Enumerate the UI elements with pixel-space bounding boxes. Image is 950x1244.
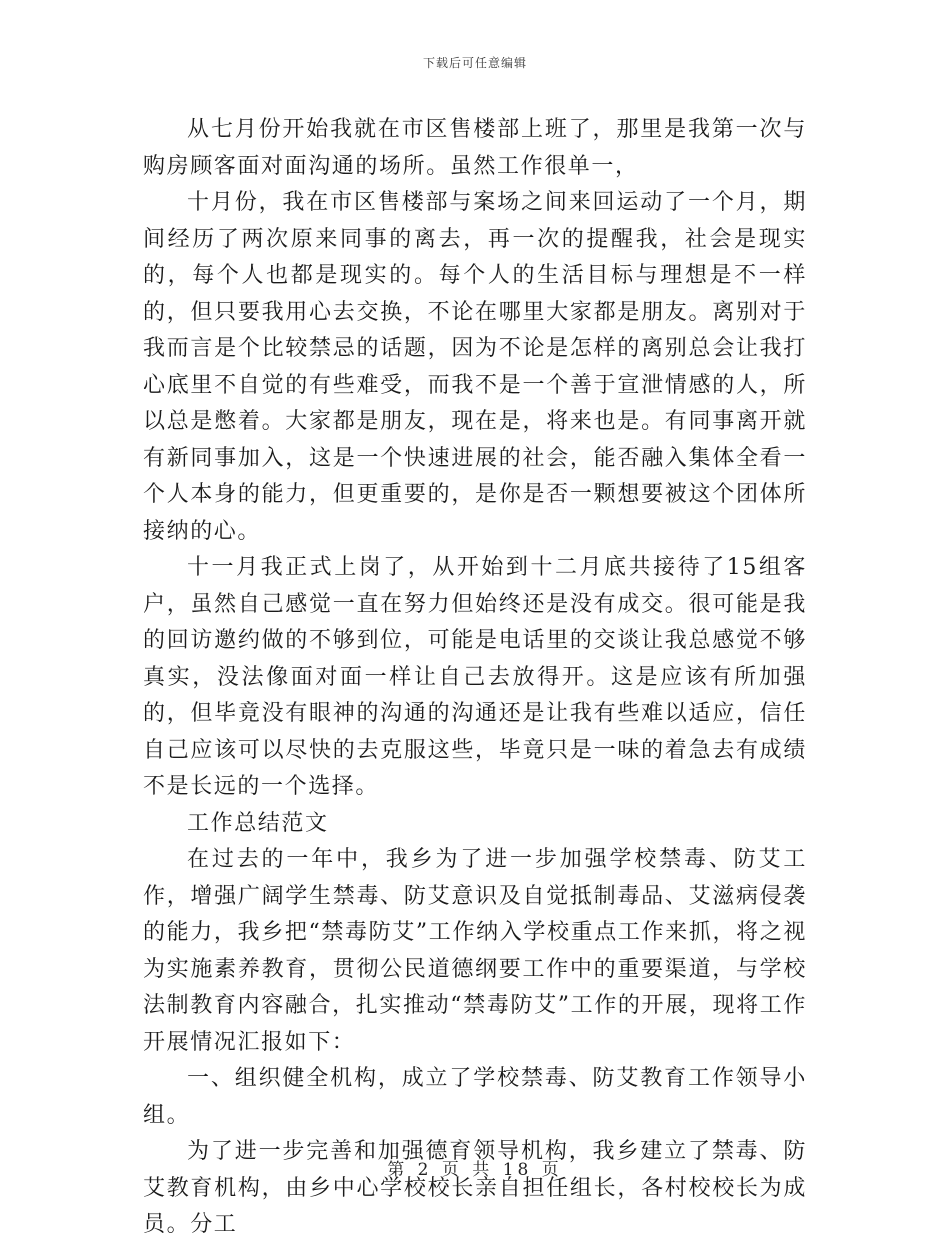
- paragraph-october: 十月份，我在市区售楼部与案场之间来回运动了一个月，期间经历了两次原来同事的离去，再一次的提醒我，社会是现实的，每个人也都是现实的。每个人的生活目标与理想是不一样的，但只要我用心去交换，不论在哪里大家都是朋友。离别对于我而言是个比较禁忌的话题，因为不论是怎样的离别总会让我打心底里不自觉的有些难受，而我不是一个善于宣泄情感的人，所以总是憋着。大家都是朋友，现在是，将来也是。有同事离开就有新同事加入，这是一个快速进展的社会，能否融入集体全看一个人本身的能力，但更重要的，是你是否一颗想要被这个团体所接纳的心。: [143, 190, 807, 544]
- paragraph-july: 从七月份开始我就在市区售楼部上班了，那里是我第一次与购房顾客面对面沟通的场所。虽然工作很单一，: [143, 117, 807, 179]
- paragraph-point-one: 一、组织健全机构，成立了学校禁毒、防艾教育工作领导小组。: [143, 1066, 807, 1128]
- section-heading: 工作总结范文: [187, 810, 329, 836]
- header-note: 下载后可任意编辑: [422, 56, 527, 70]
- paragraph-november: 十一月我正式上岗了，从开始到十二月底共接待了15组客户，虽然自己感觉一直在努力但始终还是没有成交。很可能是我的回访邀约做的不够到位，可能是电话里的交谈让我总感觉不够真实，没法像面对面一样让自己去放得开。这是应该有所加强的，但毕竟没有眼神的沟通的沟通还是让我有些难以适应，信任自己应该可以尽快的去克服这些，毕竟只是一味的着急去有成绩不是长远的一个选择。: [143, 555, 807, 799]
- document-body: [143, 112, 807, 1244]
- paragraph-intro: 在过去的一年中，我乡为了进一步加强学校禁毒、防艾工作，增强广阔学生禁毒、防艾意识及自觉抵制毒品、艾滋病侵袭的能力，我乡把“禁毒防艾”工作纳入学校重点工作来抓，将之视为实施素养教育，贯彻公民道德纲要工作中的重要渠道，与学校法制教育内容融合，扎实推动“禁毒防艾”工作的开展，现将工作开展情况汇报如下：: [143, 847, 807, 1055]
- paragraph-organization: 为了进一步完善和加强德育领导机构，我乡建立了禁毒、防艾教育机构，由乡中心学校校长亲自担任组长，各村校校长为成员。分工: [143, 1139, 807, 1237]
- page-number-footer: 第 2 页 共 18 页: [387, 1160, 563, 1180]
